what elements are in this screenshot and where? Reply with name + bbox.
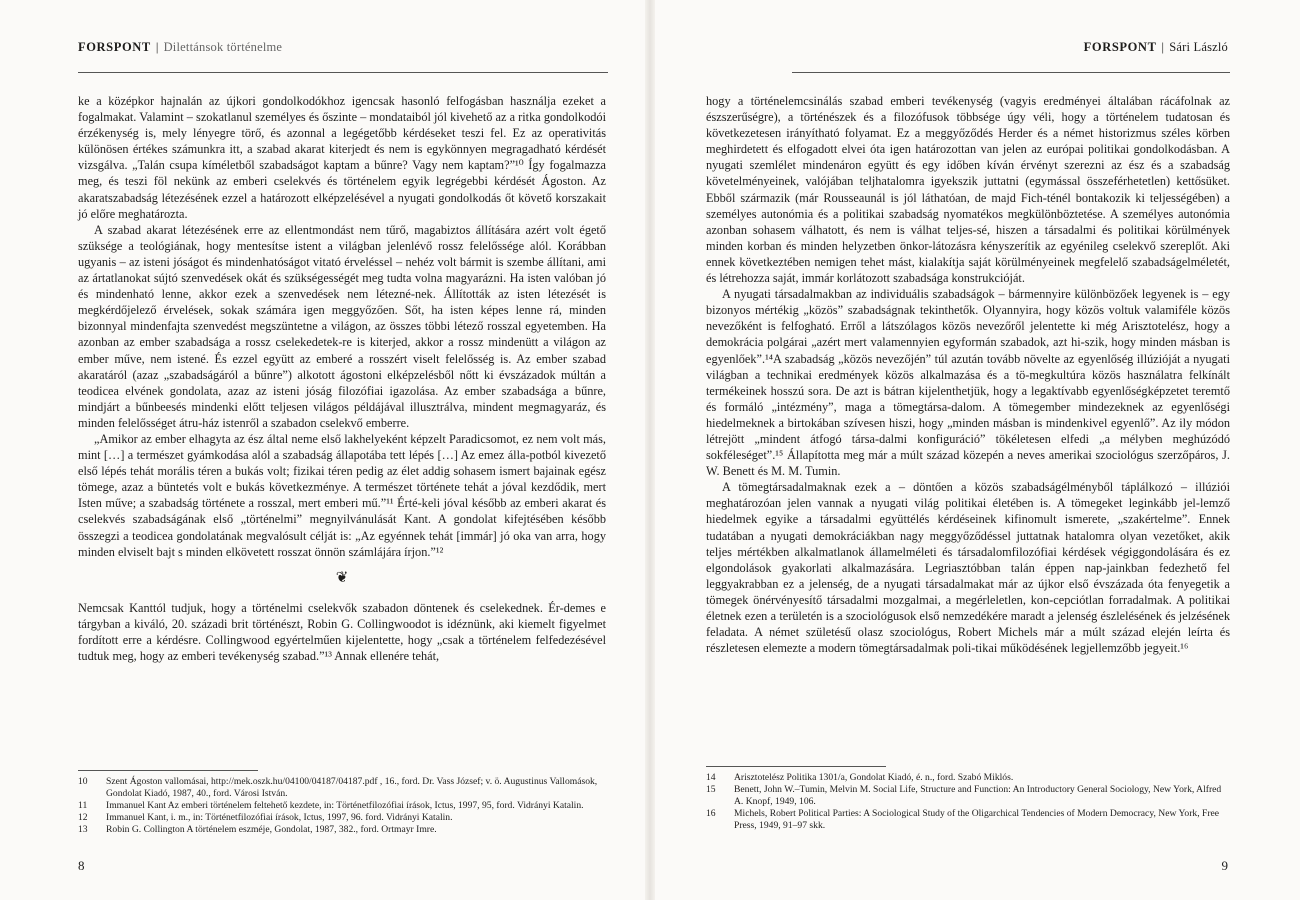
- quote-paragraph: „Amikor az ember elhagyta az ész által neme első lakhelyeként képzelt Paradicsomot, ez nem volt más, mint […] a természet gyámkodása alól a szabadság állapotába tett lépés […] Az emez álla-potból kivezető első lépés tehát morális téren a bukás volt; fizikai téren pedig az élet addig sohasem ismert bajainak egész tömege, azaz a büntetés volt e bukás következménye. A természet története tehát a jóval kezdődik, mert Isten műve; a szabadság története a rosszal, mert emberi mű.”¹¹ Érté-keli jóval később az emberi akarat és cselekvés szabadságának első „történelmi” megnyilvánulását Kant. A gondolat kifejtésében később összegzi a teodicea gondolatának megvalósult célját is: „Az egyénnek tehát [immár] jó oka van arra, hogy minden elviselt bajt s minden elkövetett rosszat önnön számlájára írjon.”¹²: [78, 431, 606, 559]
- right-footnotes: [706, 772, 1230, 832]
- paragraph: A tömegtársadalmaknak ezek a – döntően a közös szabadságélményből táplálkozó – illúziói meghatározóan jelen vannak a nyugati világ politikai életében is. A tömegeket leginkább jel-lemző hiedelmek egyike a társadalmi együttélés kérdéseinek kifinomult ismerete, „szakértelme”. Ennek tudatában a nyugati demokráciákban nagy meggyőződéssel juttatnak hatalomra olyan vezetőket, akik teljes mértékben alkalmatlanok államelméleti és társadalomfilozófiai kérdések végiggondolására és ez elgondolások gyakorlati alkalmazására. Legriasztóbban talán éppen nap-jainkban fedezhető fel leggyakrabban ez a jelenség, de a nyugati társadalmakat már az újkor első évszázada óta fenyegetik a tömegek önérvényesítő társadalmi mozgalmai, a megérleletlen, kon-cepciótlan forradalmak. A politikai életnek ezen a területén is a szociológusok első nemzedékére maradt a jelenség észlelésének és jelzésének feladata. A német születésű olasz szociológus, Robert Michels már a múlt század elején leírta és részletesen elemezte a modern tömegtársadalmak poli-tikai működésének legjellemzőbb jegyeit.¹⁶: [706, 480, 1230, 656]
- footnote: 14 Arisztotelész Politika 1301/a, Gondolat Kiadó, é. n., ford. Szabó Miklós.: [706, 772, 1014, 783]
- section-title: Dilettánsok történelme: [163, 40, 283, 54]
- author-name: Sári László: [1169, 40, 1228, 54]
- header-separator: |: [1161, 40, 1165, 54]
- footnote: 16 Michels, Robert Political Parties: A Sociological Study of the Oligarchical Tendencies of Modern Democracy, New York, Free Press, 1949, 91–97 skk.: [706, 808, 1220, 831]
- left-body-text: [78, 93, 606, 664]
- footnote: 11 Immanuel Kant Az emberi történelem feltehető kezdete, in: Történetfilozófiai írások, Ictus, 1997, 95, ford. Vidrányi Katalin.: [78, 800, 584, 811]
- right-running-header: [1084, 40, 1228, 55]
- header-rule: [78, 72, 608, 73]
- footnote: 12 Immanuel Kant, i. m., in: Történetfilozófiai írások, Ictus, 1997, 96. ford. Vidrányi Katalin.: [78, 812, 453, 823]
- page-number: 9: [1221, 858, 1228, 873]
- paragraph: Nemcsak Kanttól tudjuk, hogy a történelmi cselekvők szabadon döntenek és cselekednek. Ér-demes e tárgyban a kiváló, 20. századi brit történészt, Robin G. Collingwoodot is idéznünk, aki kiemelt figyelmet fordított erre a kérdésre. Collingwood egyértelműen kijelentette, hogy „csak a történelem felfedezésével tudtuk meg, hogy az emberi tevékenység szabad.”¹³ Annak ellenére tehát,: [78, 600, 606, 664]
- paragraph: hogy a történelemcsinálás szabad emberi tevékenység (vagyis eredményei általában rácáfolnak az észszerűségre), a történészek és a filozófusok többsége úgy véli, hogy a történelem tudatosan és következetesen irányítható folyamat. Ez a meggyőződés Herder és a német historizmus széles körben meghirdetett és elfogadott elvei óta igen határozottan van jelen az európai politikai gondolkodásban. A nyugati szemlélet mindenáron együtt és egy időben kíván érvényt szerezni az ész és a szabadság követelményeinek, valójában teljhatalomra igyekszik juttatni (egymással összeférhetetlen) kettősüket. Ebből származik (már Rousseaunál is jól láthatóan, de majd Fich-ténél bontakozik ki teljességében) a személyes autonómia és a politikai szabadság nyomatékos megkülönböztetése. A személyes autonómia azonban sohasem válhatott, és nem is válhat teljes-sé, hiszen a társadalmi és politikai körülmények minden korban és minden helyzetben önkor-látozásra kényszerítik az egyénileg cselekvő szereplőt. Aki ennek következtében nemigen tehet mást, kialakítja saját körülményeinek megfelelő szabadságelméletét, és létrehozza saját, immár korlátozott szabadsága konstrukcióját.: [706, 94, 1230, 286]
- footnote: 15 Benett, John W.–Tumin, Melvin M. Social Life, Structure and Function: An Introductory General Sociology, New York, Alfred A. Knopf, 1949, 106.: [706, 784, 1222, 807]
- header-rule: [792, 72, 1230, 73]
- right-page: [650, 0, 1300, 900]
- left-footnotes: [78, 776, 606, 836]
- section-break-ornament: ❦: [335, 569, 349, 586]
- paragraph: A nyugati társadalmakban az individuális szabadságok – bármennyire különbözőek legyenek is – egy bizonyos mértékig „közös” szabadságnak tekinthetők. Olyannyira, hogy közös voltuk valamiféle közös nevezőként is felfogható. Erről a látszólagos közös nevezőről jelentette ki még Arisztotelész, hogy a demokrácia polgárai „azért mert valamennyien egyformán szabadok, azt hi-szik, hogy minden másban is egyenlőek”.¹⁴A szabadság „közös nevezőjén” túl azután tovább növelte az egyenlőség illúzióját a nyugati világban a technikai eredmények közös alkalmazása és a tö-megkultúra közös használatra felkínált termékeinek hosszú sora. De azt is bátran kijelenthetjük, hogy a legaktívabb egyenlőségképzetet teremtő és formáló „intézmény”, maga a tömegtársa-dalom. A tömegember mindezeknek az egyenlőségi hiedelmeknek a birtokában szívesen hiszi, hogy „minden másban is mindenkivel egyenlő”. Az ily módon létrejött „mindent átfogó társa-dalmi konfiguráció” tökéletesen elfedi „a mélyben meghúzódó sokféleséget”.¹⁵ Állapította meg már a múlt század közepén a neves amerikai szociológus szerzőpáros, J. W. Benett és M. M. Tumin.: [706, 287, 1230, 479]
- header-separator: |: [155, 40, 159, 54]
- left-running-header: [78, 40, 282, 55]
- journal-name: FORSPONT: [78, 40, 151, 54]
- right-body-text: [706, 93, 1230, 656]
- footnote: 10 Szent Ágoston vallomásai, http://mek.oszk.hu/04100/04187/04187.pdf , 16., ford. Dr. Vass József; v. ö. Augustinus Vallomások, Gondolat Kiadó, 1987, 40., ford. Városi István.: [78, 776, 598, 799]
- footnote-rule: [706, 766, 886, 767]
- paragraph: ke a középkor hajnalán az újkori gondolkodókhoz igencsak hasonló felfogásban használja ezeket a fogalmakat. Valamint – szokatlanul személyes és őszinte – mondataiból jól kivehető az a ritka gondolkodói érzékenység is, mely lényegre törő, és azonnal a legégetőbb kérdéseket teszi fel. Ez az operativitás különösen értékes számunkra itt, a szabad akarat kiterjedt és nem is egykönnyen megragadható kérdését vizsgálva. „Talán csupa kíméletből szabadságot kaptam a bűnre? Vagy nem kaptam?”¹⁰ Így fogalmazza meg, és teszi föl nekünk az emberi cselekvés és történelem egyik legrégebbi kérdését Ágoston. Az akaratszabadság létezésének ezzel a határozott elképzelésével a nyugati gondolkodás őt követő korszakait jó előre meghatározta.: [78, 94, 606, 221]
- paragraph: A szabad akarat létezésének erre az ellentmondást nem tűrő, magabiztos állítására azért volt égető szüksége a teológiának, hogy mentesítse istent a világban jelenlévő rossz felelőssége alól. Korábban ugyanis – az isteni jóságot és mindenhatóságot vitató érveléssel – nehéz volt bármit is szembe állítani, ami az ártatlanokat sújtó szenvedések okát és szükségességét meg tudta volna magyarázni. Ha isten valóban jó és mindenható lenne, akkor ezek a szenvedések nem létezné-nek. Állították az isten létezését is megkérdőjelező érvelések, sokak számára igen meggyőzően. Sőt, ha isten képes lenne rá, minden bizonnyal mindenfajta szenvedést megszüntetne a világon, az összes többi létező rosszal egyetemben. Ha azonban az ember szabadsága a rossz cselekedetek-re is kiterjed, akkor a rossz mindenütt a világon az ember műve, nem istené. És ezzel együtt az emberé a rosszért viselt felelősség is. Az ember szabad akaratáról (azaz „szabadságáról a bűnre”) alkotott ágostoni elképzelésből nőtt ki évszázadok múltán a teodicea elvének gondolata, azaz az isteni jóság filozófiai igazolása. Az ember szabadsága a bűnre, mindjárt a bűnbeesés mindenki előtt teljesen világos példájával illusztrálva, mindent megmagyaráz, és minden felelősséget átru-ház istenről a szabadon cselekvő emberre.: [78, 222, 606, 430]
- journal-name: FORSPONT: [1083, 40, 1157, 54]
- footnote-rule: [78, 770, 258, 771]
- page-number: 8: [78, 858, 85, 873]
- footnote: 13 Robin G. Collington A történelem eszméje, Gondolat, 1987, 382., ford. Ortmayr Imre.: [78, 824, 437, 835]
